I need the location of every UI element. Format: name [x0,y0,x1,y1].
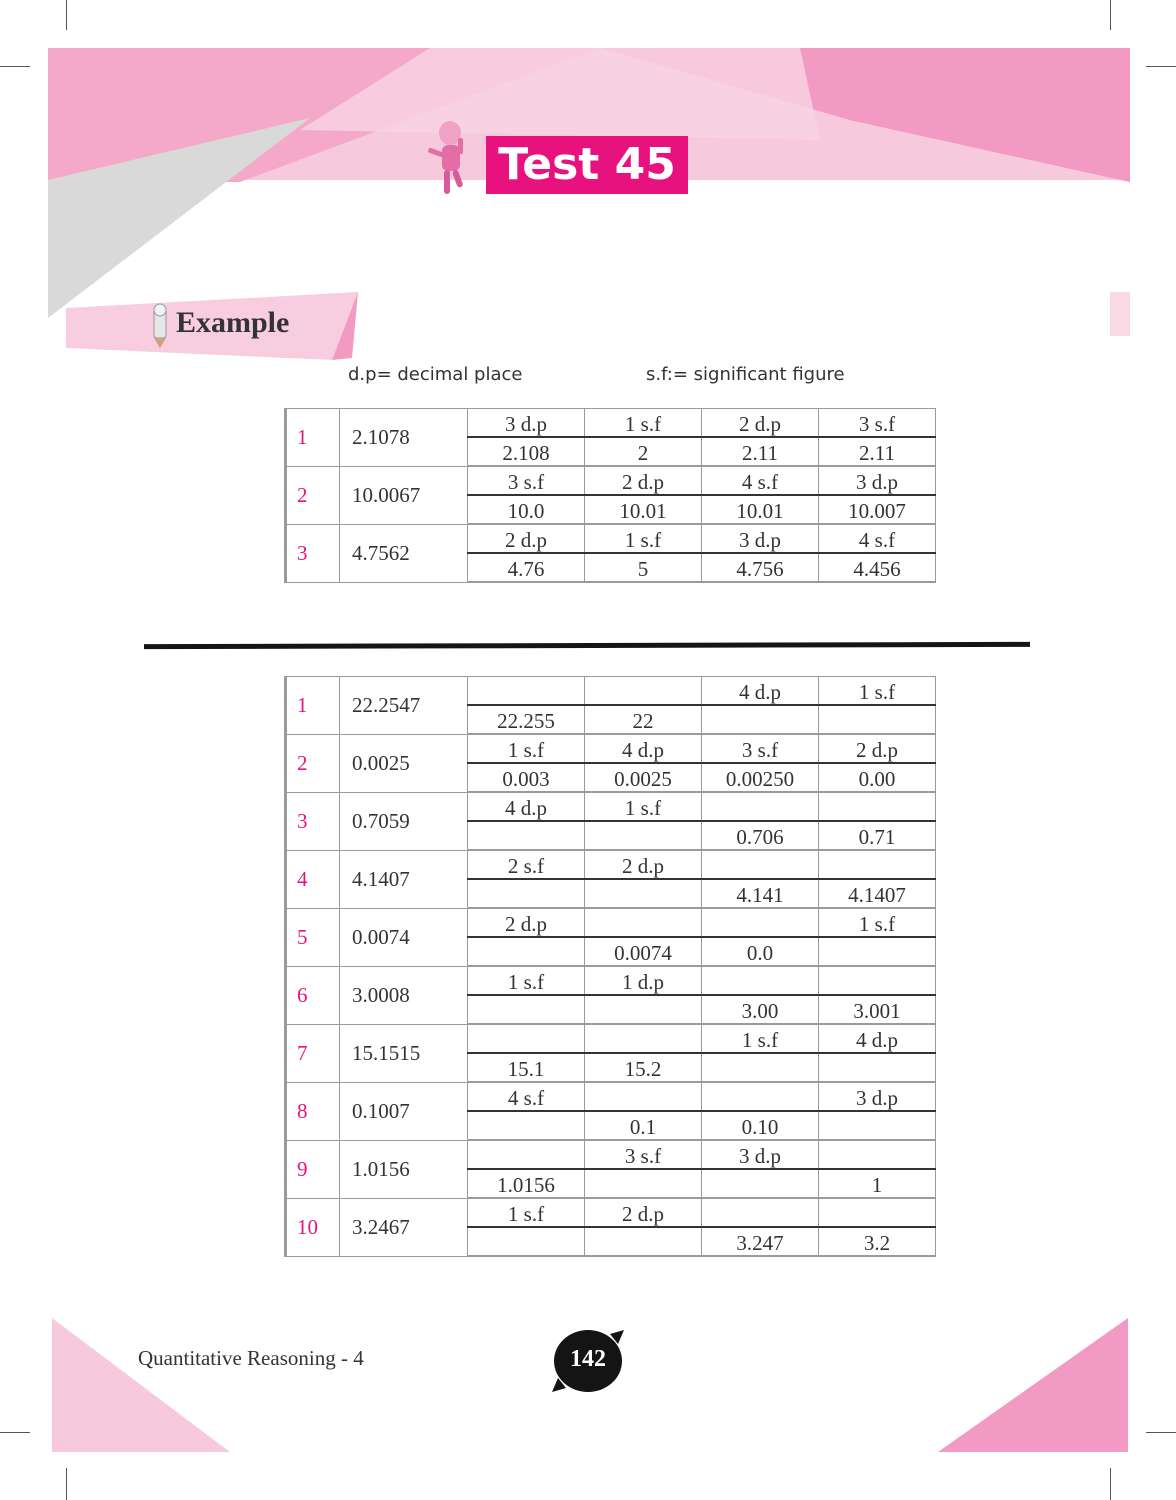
rounded-answer-cell[interactable]: 10.01 [585,495,702,524]
rounding-instruction-cell[interactable]: 1 s.f [702,1024,819,1053]
rounded-answer-cell[interactable] [468,1111,585,1140]
rounding-instruction-cell[interactable]: 1 s.f [468,734,585,763]
table-row [286,908,936,937]
rounded-answer-cell[interactable] [819,705,936,734]
question-value: 2.1078 [340,409,468,467]
rounding-instruction-cell[interactable]: 3 d.p [819,1082,936,1111]
rounding-instruction-cell[interactable]: 4 d.p [819,1024,936,1053]
rounded-answer-cell[interactable] [468,1227,585,1256]
question-value: 10.0067 [340,466,468,524]
question-number: 10 [286,1198,340,1256]
rounded-answer-cell[interactable]: 4.141 [702,879,819,908]
rounded-answer-cell[interactable] [819,1053,936,1082]
rounded-answer-cell[interactable] [702,1169,819,1198]
rounded-answer-cell[interactable]: 15.2 [585,1053,702,1082]
rounded-answer-cell[interactable]: 0.10 [702,1111,819,1140]
rounding-instruction-cell[interactable] [585,1082,702,1111]
rounded-answer-cell[interactable]: 4.76 [468,553,585,582]
rounded-answer-cell[interactable]: 0.706 [702,821,819,850]
rounding-instruction-cell[interactable]: 2 d.p [702,409,819,438]
page-title: Test 45 [486,136,688,194]
rounding-instruction-cell[interactable]: 3 d.p [702,1140,819,1169]
rounding-instruction-cell[interactable]: 2 d.p [585,850,702,879]
legend-decimal-place: d.p= decimal place [348,364,523,385]
table-row [286,850,936,879]
rounding-instruction-cell[interactable] [819,850,936,879]
question-number: 3 [286,792,340,850]
rounding-instruction-cell[interactable] [702,792,819,821]
page-number: 142 [570,1346,606,1372]
rounded-answer-cell[interactable]: 4.756 [702,553,819,582]
rounding-instruction-cell[interactable] [702,1082,819,1111]
rounded-answer-cell[interactable] [585,1227,702,1256]
rounding-instruction-cell[interactable] [468,1024,585,1053]
rounding-instruction-cell[interactable] [819,1140,936,1169]
question-number: 9 [286,1140,340,1198]
footer-book-title: Quantitative Reasoning - 4 [138,1346,364,1370]
test-title [420,118,700,200]
example-table [284,408,936,583]
rounding-instruction-cell[interactable]: 1 d.p [585,966,702,995]
question-number: 5 [286,908,340,966]
table-row [286,1024,936,1053]
rounded-answer-cell[interactable]: 1 [819,1169,936,1198]
rounding-instruction-cell[interactable]: 1 s.f [585,409,702,438]
rounded-answer-cell[interactable] [468,937,585,966]
question-number: 2 [286,734,340,792]
rounding-instruction-cell[interactable]: 4 d.p [468,792,585,821]
table-row [286,1140,936,1169]
rounded-answer-cell[interactable]: 0.1 [585,1111,702,1140]
table-row [286,792,936,821]
rounded-answer-cell[interactable] [468,821,585,850]
rounding-instruction-cell[interactable]: 4 s.f [702,466,819,495]
question-number: 2 [286,466,340,524]
question-number: 1 [286,409,340,467]
rounding-instruction-cell[interactable] [819,1198,936,1227]
rounded-answer-cell[interactable]: 1.0156 [468,1169,585,1198]
example-heading: Example [176,306,290,339]
rounding-instruction-cell[interactable] [819,966,936,995]
rounding-instruction-cell[interactable]: 1 s.f [819,908,936,937]
table-row [286,677,936,706]
question-value: 3.0008 [340,966,468,1024]
legend-significant-figure: s.f:= significant figure [646,364,845,385]
table-row [286,966,936,995]
rounded-answer-cell[interactable]: 2.11 [819,437,936,466]
rounding-instruction-cell[interactable]: 1 s.f [585,792,702,821]
rounded-answer-cell[interactable]: 2.11 [702,437,819,466]
girl-mascot-icon [420,118,484,200]
rounding-instruction-cell[interactable]: 4 d.p [702,677,819,706]
rounding-instruction-cell[interactable]: 3 s.f [468,466,585,495]
rounding-instruction-cell[interactable]: 1 s.f [468,966,585,995]
table-row [286,524,936,553]
question-value: 3.2467 [340,1198,468,1256]
rounded-answer-cell[interactable] [702,1053,819,1082]
question-value: 0.0025 [340,734,468,792]
rounded-answer-cell[interactable] [468,879,585,908]
rounding-instruction-cell[interactable] [702,908,819,937]
table-row [286,734,936,763]
question-number: 8 [286,1082,340,1140]
rounded-answer-cell[interactable]: 4.456 [819,553,936,582]
rounding-instruction-cell[interactable]: 3 d.p [468,409,585,438]
rounding-instruction-cell[interactable]: 2 d.p [468,908,585,937]
rounded-answer-cell[interactable]: 2.108 [468,437,585,466]
rounding-instruction-cell[interactable]: 2 d.p [819,734,936,763]
rounded-answer-cell[interactable] [702,705,819,734]
table-row [286,466,936,495]
rounding-instruction-cell[interactable] [585,908,702,937]
rounding-instruction-cell[interactable] [702,850,819,879]
table-row [286,1082,936,1111]
question-number: 7 [286,1024,340,1082]
rounding-instruction-cell[interactable]: 3 s.f [585,1140,702,1169]
rounded-answer-cell[interactable]: 22 [585,705,702,734]
rounded-answer-cell[interactable]: 10.007 [819,495,936,524]
rounded-answer-cell[interactable]: 0.71 [819,821,936,850]
rounded-answer-cell[interactable] [819,1111,936,1140]
rounded-answer-cell[interactable] [585,879,702,908]
question-value: 4.7562 [340,524,468,582]
rounding-instruction-cell[interactable]: 4 d.p [585,734,702,763]
rounding-instruction-cell[interactable]: 3 s.f [819,409,936,438]
question-value: 15.1515 [340,1024,468,1082]
rounded-answer-cell[interactable] [585,1169,702,1198]
rounding-instruction-cell[interactable]: 3 d.p [819,466,936,495]
rounded-answer-cell[interactable]: 10.01 [702,495,819,524]
rounded-answer-cell[interactable]: 0.003 [468,763,585,792]
rounding-instruction-cell[interactable]: 1 s.f [585,524,702,553]
rounded-answer-cell[interactable] [819,937,936,966]
rounding-instruction-cell[interactable] [702,966,819,995]
table-row [286,409,936,438]
rounding-instruction-cell[interactable]: 3 d.p [702,524,819,553]
rounding-instruction-cell[interactable] [468,1140,585,1169]
rounded-answer-cell[interactable]: 0.0025 [585,763,702,792]
rounded-answer-cell[interactable]: 5 [585,553,702,582]
question-value: 1.0156 [340,1140,468,1198]
rounding-instruction-cell[interactable] [585,677,702,706]
rounded-answer-cell[interactable]: 22.255 [468,705,585,734]
rounded-answer-cell[interactable]: 15.1 [468,1053,585,1082]
rounded-answer-cell[interactable]: 0.0074 [585,937,702,966]
rounded-answer-cell[interactable]: 4.1407 [819,879,936,908]
question-value: 0.0074 [340,908,468,966]
rounding-instruction-cell[interactable]: 4 s.f [819,524,936,553]
rounded-answer-cell[interactable] [468,995,585,1024]
rounding-instruction-cell[interactable]: 2 d.p [585,1198,702,1227]
rounded-answer-cell[interactable] [585,995,702,1024]
rounding-instruction-cell[interactable]: 2 d.p [585,466,702,495]
rounded-answer-cell[interactable]: 3.00 [702,995,819,1024]
question-value: 0.1007 [340,1082,468,1140]
rounding-instruction-cell[interactable] [585,1024,702,1053]
rounded-answer-cell[interactable]: 3.2 [819,1227,936,1256]
rounding-instruction-cell[interactable]: 2 d.p [468,524,585,553]
question-number: 1 [286,677,340,735]
rounding-instruction-cell[interactable] [819,792,936,821]
rounding-instruction-cell[interactable] [468,677,585,706]
rounding-instruction-cell[interactable] [702,1198,819,1227]
question-value: 4.1407 [340,850,468,908]
rounding-instruction-cell[interactable]: 3 s.f [702,734,819,763]
rounded-answer-cell[interactable] [585,821,702,850]
rounded-answer-cell[interactable]: 0.00250 [702,763,819,792]
question-value: 22.2547 [340,677,468,735]
rounded-answer-cell[interactable]: 0.00 [819,763,936,792]
rounding-instruction-cell[interactable]: 4 s.f [468,1082,585,1111]
rounding-instruction-cell[interactable]: 1 s.f [468,1198,585,1227]
question-number: 4 [286,850,340,908]
question-number: 3 [286,524,340,582]
question-value: 0.7059 [340,792,468,850]
rounded-answer-cell[interactable]: 2 [585,437,702,466]
rounding-instruction-cell[interactable]: 2 s.f [468,850,585,879]
question-number: 6 [286,966,340,1024]
rounded-answer-cell[interactable]: 10.0 [468,495,585,524]
rounded-answer-cell[interactable]: 3.247 [702,1227,819,1256]
exercise-table [284,676,936,1257]
table-row [286,1198,936,1227]
rounding-instruction-cell[interactable]: 1 s.f [819,677,936,706]
rounded-answer-cell[interactable]: 3.001 [819,995,936,1024]
rounded-answer-cell[interactable]: 0.0 [702,937,819,966]
